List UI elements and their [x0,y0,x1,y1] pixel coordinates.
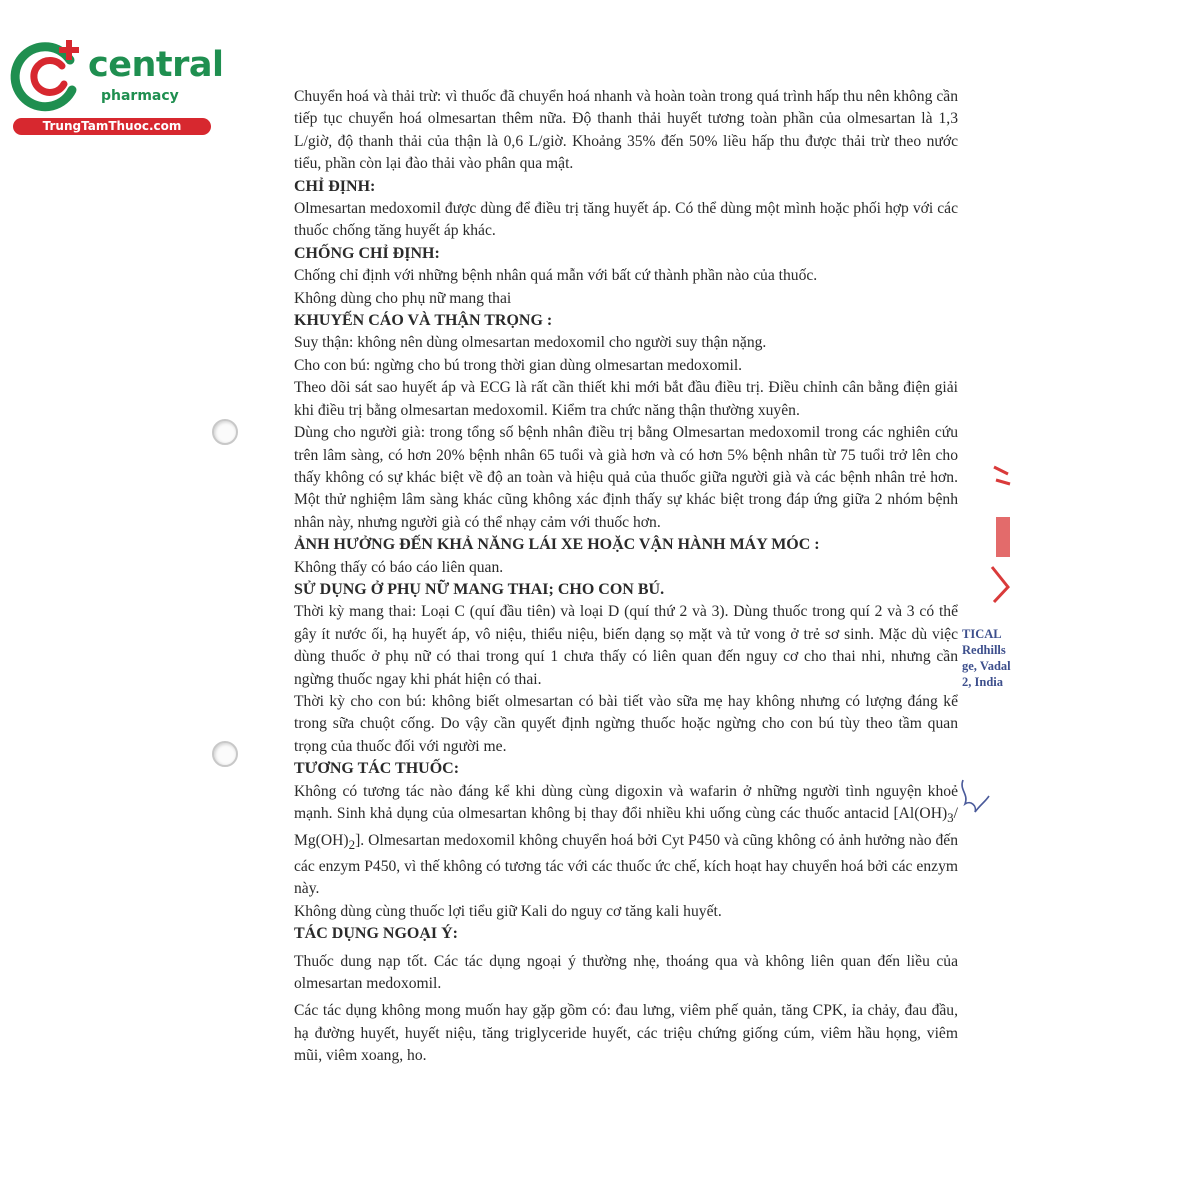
interactions-text-c: ]. Olmesartan medoxomil không chuyển hoá bởi Cyt P450 và cũng không có ảnh hưởng nào đến các enzym P450, vì thế không có tương tác với các thuốc ức chế, kích hoạt hay chuyển hoá bởi các enzym này. [294,831,958,898]
document-body [294,86,958,1068]
paragraph-pregnancy-2: Thời kỳ cho con bú: không biết olmesartan có bài tiết vào sữa mẹ hay không nhưng có lượng đáng kể trong sữa chuột cống. Do vậy cần quyết định ngừng thuốc hoặc ngừng cho con bú tùy theo tầm quan trọng của thuốc đối với người me. [294,692,958,755]
logo-name: central [88,45,224,85]
logo-subtitle: pharmacy [101,88,179,104]
paragraph-warnings-4: Dùng cho người già: trong tổng số bệnh nhân điều trị bằng Olmesartan medoxomil trong các nghiên cứu trên lâm sàng, có hơn 20% bệnh nhân 65 tuổi và già hơn và có hơn 5% bệnh nhân từ 75 tuổi trở lên cho thấy không có sự khác biệt về độ an toàn và hiệu quả của thuốc giữa người già và các bệnh nhân trẻ hơn. Một thử nghiệm lâm sàng khác cũng không xác định thấy sự khác biệt trong đáp ứng giữa 2 nhóm bệnh nhân này, nhưng người già có thể nhạy cảm với thuốc hơn. [294,424,958,531]
stamp-line-4: 2, India [962,675,1003,689]
heading-driving: ẢNH HƯỞNG ĐẾN KHẢ NĂNG LÁI XE HOẶC VẬN HÀNH MÁY MÓC : [294,536,820,554]
paragraph-pregnancy-1: Thời kỳ mang thai: Loại C (quí đầu tiên) và loại D (quí thứ 2 và 3). Dùng thuốc trong quí 2 và 3 có thể gây ít nước ối, hạ huyết áp, vô niệu, thiểu niệu, biến dạng sọ mặt và tử vong ở trẻ sơ sinh. Mặc dù việc dùng thuốc ở phụ nữ có thai trong quí 1 chưa thấy có liên quan đến nguy cơ cho thai nhi, nhưng cần ngừng thuốc ngay khi phát hiện có thai. [294,603,958,688]
paragraph-indication: Olmesartan medoxomil được dùng để điều trị tăng huyết áp. Có thể dùng một mình hoặc phối hợp với các thuốc chống tăng huyết áp khác. [294,200,958,240]
paragraph-interactions-2: Không dùng cùng thuốc lợi tiểu giữ Kali do nguy cơ tăng kali huyết. [294,902,722,920]
heading-indication: CHỈ ĐỊNH: [294,177,376,195]
stamp-line-2: Redhills [962,643,1006,657]
company-stamp-fragment [962,626,1011,690]
stamp-line-1: TICAL [962,627,1002,641]
paragraph-warnings-2: Cho con bú: ngừng cho bú trong thời gian dùng olmesartan medoxomil. [294,356,743,374]
paragraph-metabolism: Chuyển hoá và thải trừ: vì thuốc đã chuyển hoá nhanh và hoàn toàn trong quá trình hấp thu nên không cần tiếp tục chuyển hoá olmesartan thêm nữa. Độ thanh thải huyết tương toàn phần của olmesartan là 1,3 L/giờ, độ thanh thải của thận là 0,6 L/giờ. Khoảng 35% đến 50% liều hấp thu được thải trừ theo nước tiểu, phần còn lại đào thải vào phân qua mật. [294,88,958,173]
logo-website: TrungTamThuoc.com [13,118,211,135]
heading-pregnancy: SỬ DỤNG Ở PHỤ NỮ MANG THAI; CHO CON BÚ. [294,580,665,598]
punch-hole-bottom [212,741,238,767]
heading-warnings: KHUYẾN CÁO VÀ THẬN TRỌNG : [294,312,553,330]
interactions-text-a: Không có tương tác nào đáng kể khi dùng cùng digoxin và wafarin ở những người tình nguyện khoẻ mạnh. Sinh khả dụng của olmesartan không bị thay đổi nhiều khi uống cùng các thuốc antacid [Al(OH) [294,782,958,822]
paragraph-warnings-1: Suy thận: không nên dùng olmesartan medoxomil cho người suy thận nặng. [294,334,767,352]
paragraph-driving: Không thấy có báo cáo liên quan. [294,558,504,576]
signature-mark [955,776,995,816]
paragraph-side-effects-2: Các tác dụng không mong muốn hay gặp gồm có: đau lưng, viêm phế quản, tăng CPK, ỉa chảy, đau đầu, hạ đường huyết, huyết niệu, tăng triglyceride huyết, các triệu chứng giống cúm, viêm hầu họng, viêm mũi, viêm xoang, ho. [294,1002,958,1065]
subscript-3: 3 [947,810,954,826]
heading-side-effects: TÁC DỤNG NGOẠI Ý: [294,925,458,943]
subscript-2: 2 [348,836,356,852]
paragraph-side-effects-1: Thuốc dung nạp tốt. Các tác dụng ngoại ý thường nhẹ, thoáng qua và không liên quan đến liều của olmesartan medoxomil. [294,952,958,993]
paragraph-warnings-3: Theo dõi sát sao huyết áp và ECG là rất cần thiết khi mới bắt đầu điều trị. Điều chỉnh cân bằng điện giải khi điều trị bằng olmesartan medoxomil. Kiểm tra chức năng thận thường xuyên. [294,379,958,419]
paragraph-interactions-1 [294,781,958,901]
paragraph-contraindication-2: Không dùng cho phụ nữ mang thai [294,289,512,307]
heading-contraindication: CHỐNG CHỈ ĐỊNH: [294,244,440,262]
paragraph-contraindication-1: Chống chỉ định với những bệnh nhân quá mẫn với bất cứ thành phần nào của thuốc. [294,267,818,285]
stamp-line-3: ge, Vadal [962,659,1011,673]
interactions-text-b: / Mg(OH) [294,805,958,849]
red-stamp-fragment [986,462,1016,612]
heading-interactions: TƯƠNG TÁC THUỐC: [294,760,460,778]
pharmacy-cross-icon [10,38,90,113]
brand-logo [10,38,224,138]
punch-hole-top [212,419,238,445]
